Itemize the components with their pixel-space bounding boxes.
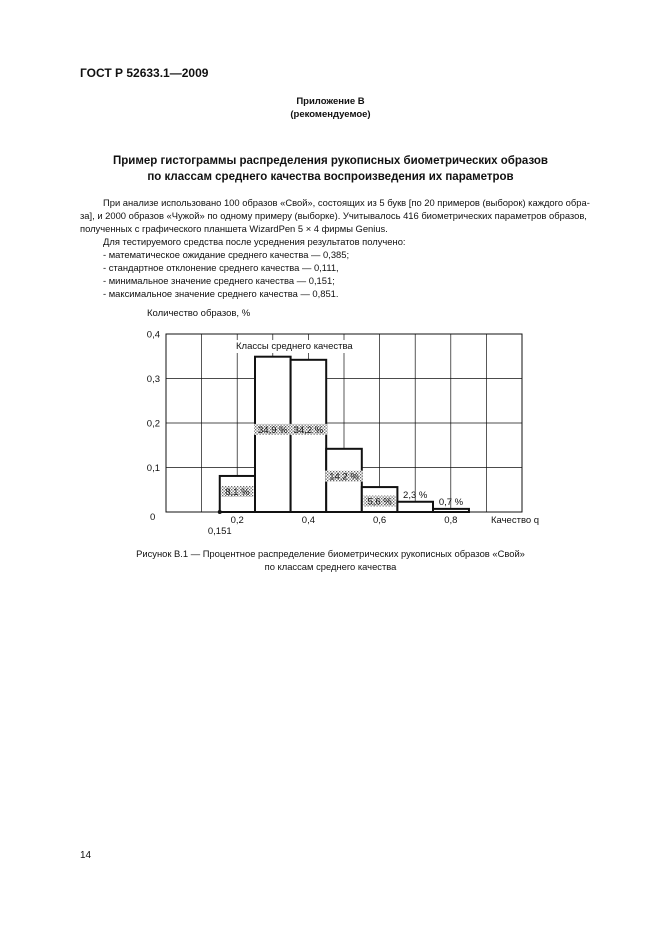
paragraph-1-line3: полученных с графического планшета WizardPen 5 × 4 фирмы Genius. [80, 223, 388, 234]
y-tick-label: 0,4 [146, 329, 160, 341]
section-title-line2: по классам среднего качества воспроизведения их параметров [147, 171, 514, 183]
bar-value-label: 0,7 % [438, 496, 464, 508]
x-tick-label: 0,6 [372, 515, 387, 526]
list-item: - минимальное значение среднего качества — 0,151; [103, 275, 335, 286]
min-marker-dot [218, 510, 222, 514]
page-number: 14 [80, 850, 92, 861]
x-tick-label: 0,2 [230, 515, 244, 526]
y-axis-label: Количество образов, % [147, 308, 251, 319]
paragraph-1-line1: При анализе использовано 100 образов «Свой», состоящих из 5 букв [по 20 примеров (выборок) каждого обра- [103, 197, 590, 208]
list-item: - стандартное отклонение среднего качества — 0,111, [103, 262, 339, 273]
bar-value-label: 5,6 % [367, 496, 392, 508]
y-tick-label: 0,1 [146, 463, 160, 474]
appendix-label: Приложение В [296, 96, 365, 107]
bar-value-label: 2,3 % [403, 489, 428, 501]
x-axis-label: Качество q [491, 515, 540, 526]
paragraph-1-line2: за], и 2000 образов «Чужой» по одному примеру (выборке). Учитывалось 416 биометрических параметров образов, [80, 210, 587, 221]
histogram-bar [433, 509, 469, 512]
bar-value-label: 34,2 % [293, 424, 324, 436]
y-tick-label: 0,2 [146, 418, 160, 430]
document-header: ГОСТ Р 52633.1—2009 [80, 66, 209, 80]
bar-value-label: 14,2 % [329, 471, 359, 483]
y-tick-label: 0,3 [146, 374, 160, 385]
list-item: - максимальное значение среднего качества — 0,851. [103, 288, 339, 299]
histogram-bar [397, 502, 433, 512]
list-item: - математическое ожидание среднего качества — 0,385; [103, 249, 350, 260]
min-marker-label: 0,151 [207, 526, 232, 537]
bar-value-label: 34,9 % [258, 424, 288, 436]
figure-caption-line1: Рисунок В.1 — Процентное распределение биометрических рукописных образов «Свой» [136, 548, 525, 559]
paragraph-2: Для тестируемого средства после усреднения результатов получено: [103, 236, 406, 247]
appendix-kind: (рекомендуемое) [290, 109, 371, 120]
figure-caption-line2: по классам среднего качества [264, 561, 397, 572]
bar-value-label: 8,1 % [225, 486, 250, 498]
x-tick-label: 0,8 [444, 515, 458, 526]
chart-annotation: Классы среднего качества [236, 341, 353, 352]
section-title-line1: Пример гистограммы распределения рукописных биометрических образов [113, 155, 548, 167]
y-tick-zero: 0 [150, 512, 156, 523]
x-tick-label: 0,4 [301, 515, 316, 526]
